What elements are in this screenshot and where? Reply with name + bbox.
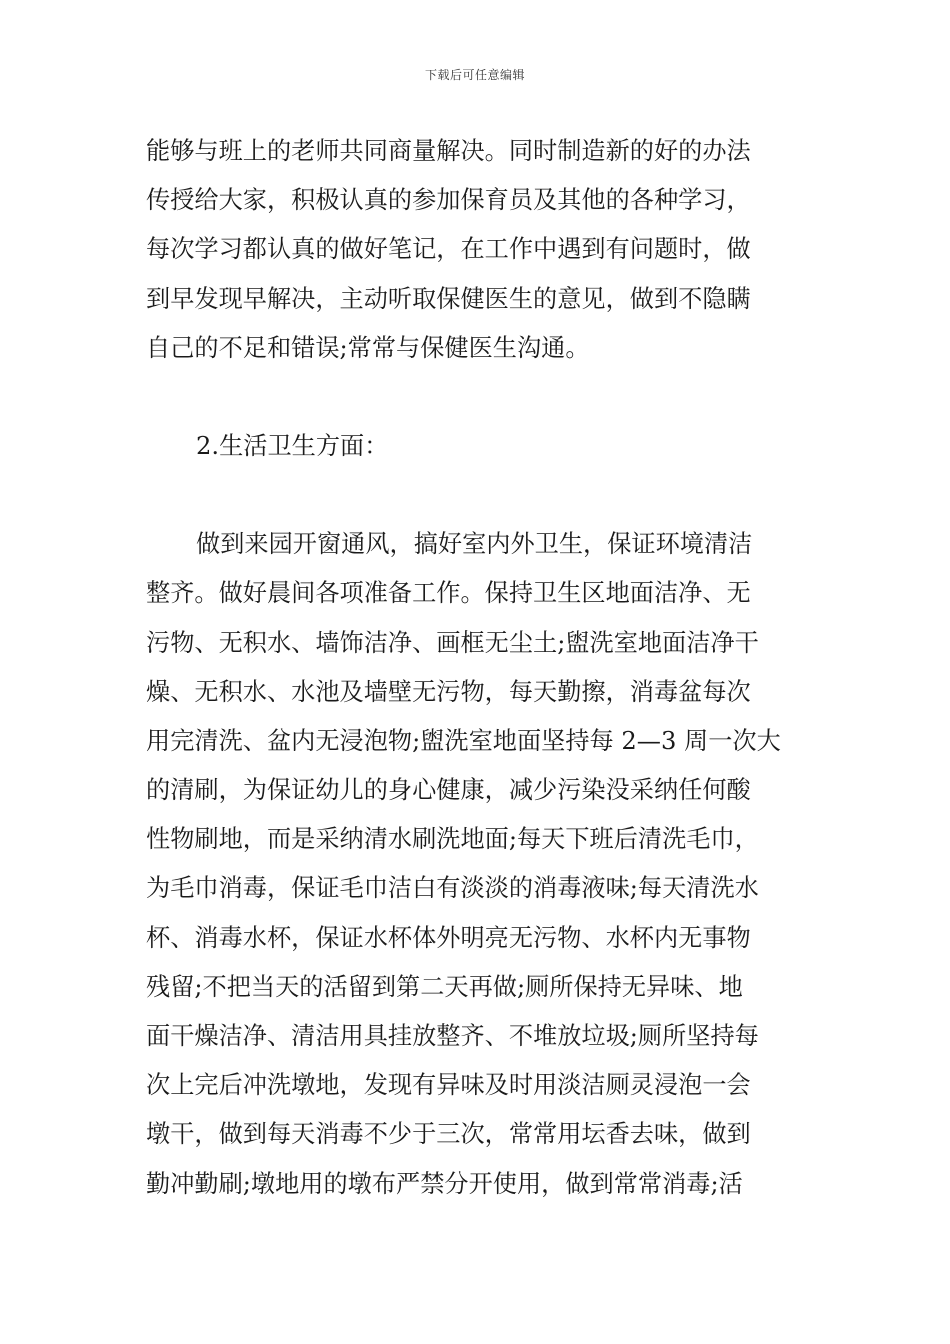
text-line: 污物、无积水、墙饰洁净、画框无尘土;盥洗室地面洁净干 <box>146 628 759 657</box>
text-line: 杯、消毒水杯，保证水杯体外明亮无污物、水杯内无事物 <box>146 923 751 952</box>
text-line: 残留;不把当天的活留到第二天再做;厕所保持无异味、地 <box>146 972 743 1001</box>
text-line: 墩干，做到每天消毒不少于三次，常常用坛香去味，做到 <box>146 1120 751 1149</box>
text-line: 的清刷，为保证幼儿的身心健康，减少污染没采纳任何酸 <box>146 776 751 805</box>
text-line: 性物刷地，而是采纳清水刷洗地面;每天下班后清洗毛巾， <box>146 825 759 854</box>
text-line: 勤冲勤刷;墩地用的墩布严禁分开使用，做到常常消毒;活 <box>146 1169 743 1198</box>
text-line: 为毛巾消毒，保证毛巾洁白有淡淡的消毒液味;每天清洗水 <box>146 874 759 903</box>
text-line: 每次学习都认真的做好笔记，在工作中遇到有问题时，做 <box>146 235 751 264</box>
section-heading: 2.生活卫生方面： <box>196 431 389 460</box>
paragraph-2 <box>146 520 808 1209</box>
paragraph-1 <box>146 127 808 373</box>
section-heading-block <box>146 422 808 471</box>
text-line: 能够与班上的老师共同商量解决。同时制造新的好的办法 <box>146 137 751 165</box>
page-header: 下载后可任意编辑 <box>424 68 525 82</box>
text-line: 次上完后冲洗墩地，发现有异味及时用淡洁厕灵浸泡一会 <box>146 1071 751 1100</box>
text-line: 自己的不足和错误;常常与保健医生沟通。 <box>146 333 590 362</box>
text-line: 面干燥洁净、清洁用具挂放整齐、不堆放垃圾;厕所坚持每 <box>146 1022 759 1050</box>
text-line: 燥、无积水、水池及墙壁无污物，每天勤擦，消毒盆每次 <box>146 677 751 706</box>
text-line: 传授给大家，积极认真的参加保育员及其他的各种学习， <box>146 186 751 215</box>
text-line: 到早发现早解决，主动听取保健医生的意见，做到不隐瞒 <box>146 284 751 313</box>
text-line: 整齐。做好晨间各项准备工作。保持卫生区地面洁净、无 <box>146 579 751 608</box>
text-line: 用完清洗、盆内无浸泡物;盥洗室地面坚持每 2—3 周一次大 <box>146 726 781 755</box>
document-body <box>146 127 808 1209</box>
text-line: 做到来园开窗通风，搞好室内外卫生，保证环境清洁 <box>196 530 753 559</box>
